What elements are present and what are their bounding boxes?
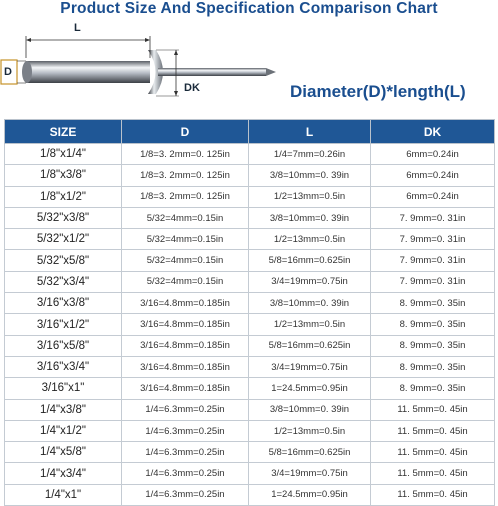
cell-l: 1/2=13mm=0.5in — [249, 420, 371, 441]
cell-d: 3/16=4.8mm=0.185in — [122, 314, 249, 335]
table-row — [5, 207, 495, 228]
table-row — [5, 335, 495, 356]
cell-size: 3/16"x5/8" — [5, 335, 122, 356]
table-row — [5, 399, 495, 420]
cell-dk: 7. 9mm=0. 31in — [371, 250, 495, 271]
cell-size: 5/32"x3/8" — [5, 207, 122, 228]
rivet-mandrel — [158, 68, 266, 76]
table-row — [5, 144, 495, 165]
label-d: D — [4, 66, 12, 78]
table-row — [5, 186, 495, 207]
cell-l: 3/8=10mm=0. 39in — [249, 293, 371, 314]
header-size: SIZE — [5, 120, 122, 144]
cell-d: 3/16=4.8mm=0.185in — [122, 378, 249, 399]
cell-size: 1/4"x3/4" — [5, 463, 122, 484]
cell-d: 3/16=4.8mm=0.185in — [122, 335, 249, 356]
table-row — [5, 484, 495, 505]
table-row — [5, 420, 495, 441]
cell-l: 1/2=13mm=0.5in — [249, 314, 371, 335]
table-row — [5, 229, 495, 250]
cell-dk: 11. 5mm=0. 45in — [371, 420, 495, 441]
cell-dk: 8. 9mm=0. 35in — [371, 335, 495, 356]
table-row — [5, 293, 495, 314]
cell-d: 1/8=3. 2mm=0. 125in — [122, 144, 249, 165]
cell-l: 1/4=7mm=0.26in — [249, 144, 371, 165]
cell-dk: 8. 9mm=0. 35in — [371, 378, 495, 399]
cell-size: 1/8"x3/8" — [5, 165, 122, 186]
header-l: L — [249, 120, 371, 144]
table-row — [5, 356, 495, 377]
table-row — [5, 250, 495, 271]
chart-title: Product Size And Specification Comparison Chart — [60, 0, 438, 17]
cell-size: 1/8"x1/4" — [5, 144, 122, 165]
cell-size: 1/4"x3/8" — [5, 399, 122, 420]
rivet-diagram — [0, 20, 498, 116]
label-dk: DK — [184, 82, 200, 94]
header-dk: DK — [371, 120, 495, 144]
header-d: D — [122, 120, 249, 144]
cell-d: 5/32=4mm=0.15in — [122, 229, 249, 250]
rivet-body-end — [22, 61, 32, 83]
cell-dk: 11. 5mm=0. 45in — [371, 442, 495, 463]
diameter-length-formula: Diameter(D)*length(L) — [290, 82, 466, 101]
cell-size: 1/4"x5/8" — [5, 442, 122, 463]
cell-dk: 8. 9mm=0. 35in — [371, 356, 495, 377]
cell-l: 3/4=19mm=0.75in — [249, 356, 371, 377]
cell-d: 1/4=6.3mm=0.25in — [122, 442, 249, 463]
cell-dk: 6mm=0.24in — [371, 144, 495, 165]
cell-size: 5/32"x3/4" — [5, 271, 122, 292]
cell-size: 3/16"x1/2" — [5, 314, 122, 335]
cell-size: 3/16"x3/8" — [5, 293, 122, 314]
cell-dk: 7. 9mm=0. 31in — [371, 229, 495, 250]
cell-d: 1/4=6.3mm=0.25in — [122, 420, 249, 441]
cell-size: 1/8"x1/2" — [5, 186, 122, 207]
rivet-body — [26, 61, 150, 83]
cell-size: 1/4"x1" — [5, 484, 122, 505]
cell-l: 5/8=16mm=0.625in — [249, 335, 371, 356]
cell-d: 3/16=4.8mm=0.185in — [122, 293, 249, 314]
cell-d: 1/8=3. 2mm=0. 125in — [122, 165, 249, 186]
cell-l: 3/8=10mm=0. 39in — [249, 399, 371, 420]
table-header-row — [5, 120, 495, 144]
cell-l: 1/2=13mm=0.5in — [249, 229, 371, 250]
cell-dk: 11. 5mm=0. 45in — [371, 463, 495, 484]
table-row — [5, 271, 495, 292]
cell-d: 1/8=3. 2mm=0. 125in — [122, 186, 249, 207]
cell-d: 5/32=4mm=0.15in — [122, 250, 249, 271]
table-row — [5, 314, 495, 335]
cell-size: 5/32"x5/8" — [5, 250, 122, 271]
cell-dk: 11. 5mm=0. 45in — [371, 484, 495, 505]
cell-size: 5/32"x1/2" — [5, 229, 122, 250]
cell-dk: 6mm=0.24in — [371, 165, 495, 186]
cell-size: 3/16"x3/4" — [5, 356, 122, 377]
cell-l: 1=24.5mm=0.95in — [249, 378, 371, 399]
mandrel-tip — [266, 68, 276, 76]
cell-d: 3/16=4.8mm=0.185in — [122, 356, 249, 377]
cell-size: 1/4"x1/2" — [5, 420, 122, 441]
cell-l: 5/8=16mm=0.625in — [249, 250, 371, 271]
table-row — [5, 378, 495, 399]
label-l: L — [74, 22, 81, 34]
cell-l: 5/8=16mm=0.625in — [249, 442, 371, 463]
cell-l: 1=24.5mm=0.95in — [249, 484, 371, 505]
cell-l: 3/8=10mm=0. 39in — [249, 165, 371, 186]
cell-d: 1/4=6.3mm=0.25in — [122, 399, 249, 420]
cell-d: 1/4=6.3mm=0.25in — [122, 484, 249, 505]
cell-dk: 8. 9mm=0. 35in — [371, 314, 495, 335]
table-row — [5, 442, 495, 463]
cell-size: 3/16"x1" — [5, 378, 122, 399]
cell-dk: 8. 9mm=0. 35in — [371, 293, 495, 314]
cell-l: 3/4=19mm=0.75in — [249, 463, 371, 484]
cell-l: 3/4=19mm=0.75in — [249, 271, 371, 292]
cell-dk: 6mm=0.24in — [371, 186, 495, 207]
cell-l: 3/8=10mm=0. 39in — [249, 207, 371, 228]
table-row — [5, 463, 495, 484]
cell-dk: 7. 9mm=0. 31in — [371, 271, 495, 292]
cell-d: 5/32=4mm=0.15in — [122, 271, 249, 292]
cell-l: 1/2=13mm=0.5in — [249, 186, 371, 207]
cell-d: 5/32=4mm=0.15in — [122, 207, 249, 228]
spec-table — [4, 119, 495, 506]
cell-dk: 7. 9mm=0. 31in — [371, 207, 495, 228]
cell-dk: 11. 5mm=0. 45in — [371, 399, 495, 420]
cell-d: 1/4=6.3mm=0.25in — [122, 463, 249, 484]
table-row — [5, 165, 495, 186]
